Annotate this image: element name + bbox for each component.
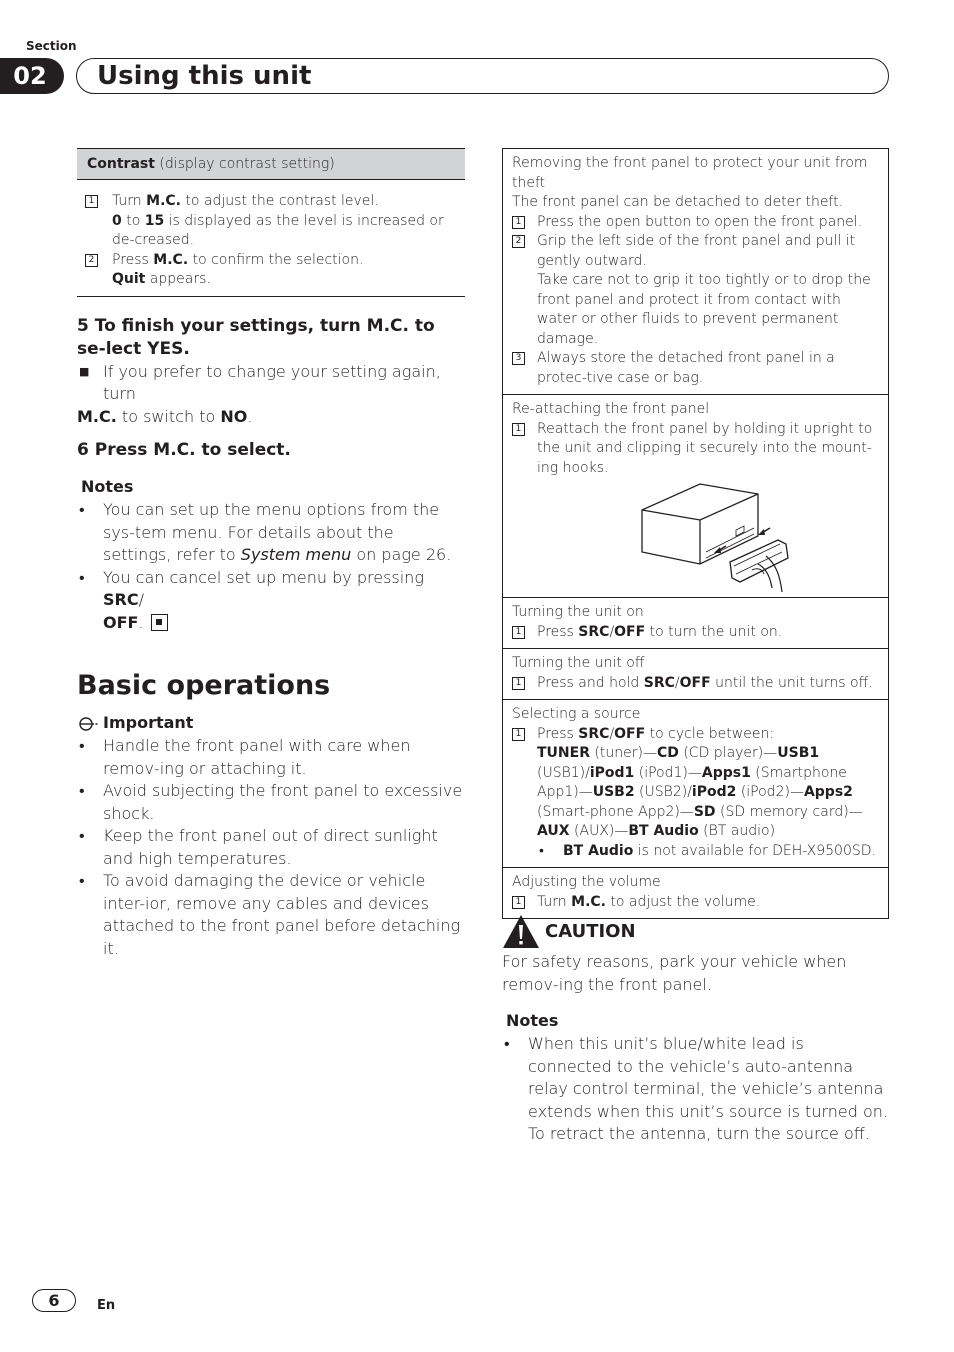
page-title-bar [76,58,889,94]
contrast-step-2: 2 Press M.C. to confirm the selection. Quit appears. [85,251,455,290]
basic-operations-heading: Basic operations [77,670,331,701]
important-item: • To avoid damaging the device or vehicle inter-ior, remove any cables and devices attached to the front panel before detaching it. [79,871,461,958]
caution-text: For safety reasons, park your vehicle when remov-ing the front panel. [502,952,847,994]
page-number: 6 [32,1289,76,1312]
contrast-table-header: Contrast (display contrast setting) [77,148,465,180]
important-icon [77,715,99,731]
table-row-turn-off: Turning the unit off 1 Press and hold SRC/OFF until the unit turns off. [503,648,888,699]
table-row-source: Selecting a source 1 Press SRC/OFF to cycle between: TUNER (tuner)—CD (CD player)—USB1 (USB1)/iPod1 (iPod1)—Apps1 (Smartphone App1)—USB2 (USB2)/iPod2 (iPod2)—Apps2 (Smart-phone App2)—SD (SD memory card)—AUX (AUX)—BT Audio (BT audio) • BT Audio is not available for DEH-X9500SD. [503,699,888,867]
language-label: En [97,1298,116,1313]
section-label: Section [26,39,77,53]
step-number-box: 1 [85,195,98,208]
step-6-heading: 6 Press M.C. to select. [77,440,291,460]
contrast-step-1: 1 Turn M.C. to adjust the contrast level. 0 to 15 is displayed as the level is increased or de-creased. [85,192,455,251]
important-item: • Keep the front panel out of direct sunlight and high temperatures. [79,826,438,868]
caution-block [502,914,889,1146]
section-number: 02 [0,58,64,94]
warning-triangle-icon [502,914,540,949]
important-label: Important [77,713,465,732]
note-item: • When this unit’s blue/white lead is connected to the vehicle’s auto-antenna relay control terminal, the vehicle’s antenna extends when this unit’s source is turned on. To retract the antenna, turn the source off. [504,1034,888,1143]
important-item: • Avoid subjecting the front panel to excessive shock. [79,781,463,823]
step-number-box: 2 [85,254,98,267]
note-item: • You can set up the menu options from the sys-tem menu. For details about the settings, refer to System menu on page 26. [79,500,452,564]
caution-heading: CAUTION [502,914,889,949]
step-5-heading: 5 To finish your settings, turn M.C. to se-lect YES. [77,315,435,359]
end-mark-icon [151,614,168,631]
important-item: • Handle the front panel with care when remov-ing or attaching it. [79,736,411,778]
notes-heading-2: Notes [506,1011,559,1030]
note-item: • You can cancel set up menu by pressing SRC/ OFF. [79,567,424,632]
notes-heading: Notes [81,477,134,496]
left-column [77,148,465,960]
table-row-turn-on: Turning the unit on 1 Press SRC/OFF to turn the unit on. [503,597,888,648]
front-panel-illustration [630,480,800,595]
step-5-text: ■ If you prefer to change your setting again, turn [79,361,441,403]
table-row-volume: Adjusting the volume 1 Turn M.C. to adjust the volume. [503,867,888,918]
operations-table [502,148,889,919]
table-row-reattach: Re-attaching the front panel 1 Reattach the front panel by holding it upright to the unit and clipping it securely into the mount-ing hooks. [503,394,888,597]
contrast-table-body [77,180,465,297]
table-row-remove: Removing the front panel to protect your unit from theft The front panel can be detached to deter theft. 1 Press the open button to open the front panel. 2 Grip the left side of the front panel and pull it gently outward. Take care not to grip it too tightly or to drop the front panel and protect it from contact with water or other fluids to prevent permanent damage. 3 Always store the detached front panel in a protec-tive case or bag. [512,155,871,386]
step-5-text-cont: M.C. to switch to NO. [77,406,253,426]
page-title: Using this unit [97,61,312,91]
